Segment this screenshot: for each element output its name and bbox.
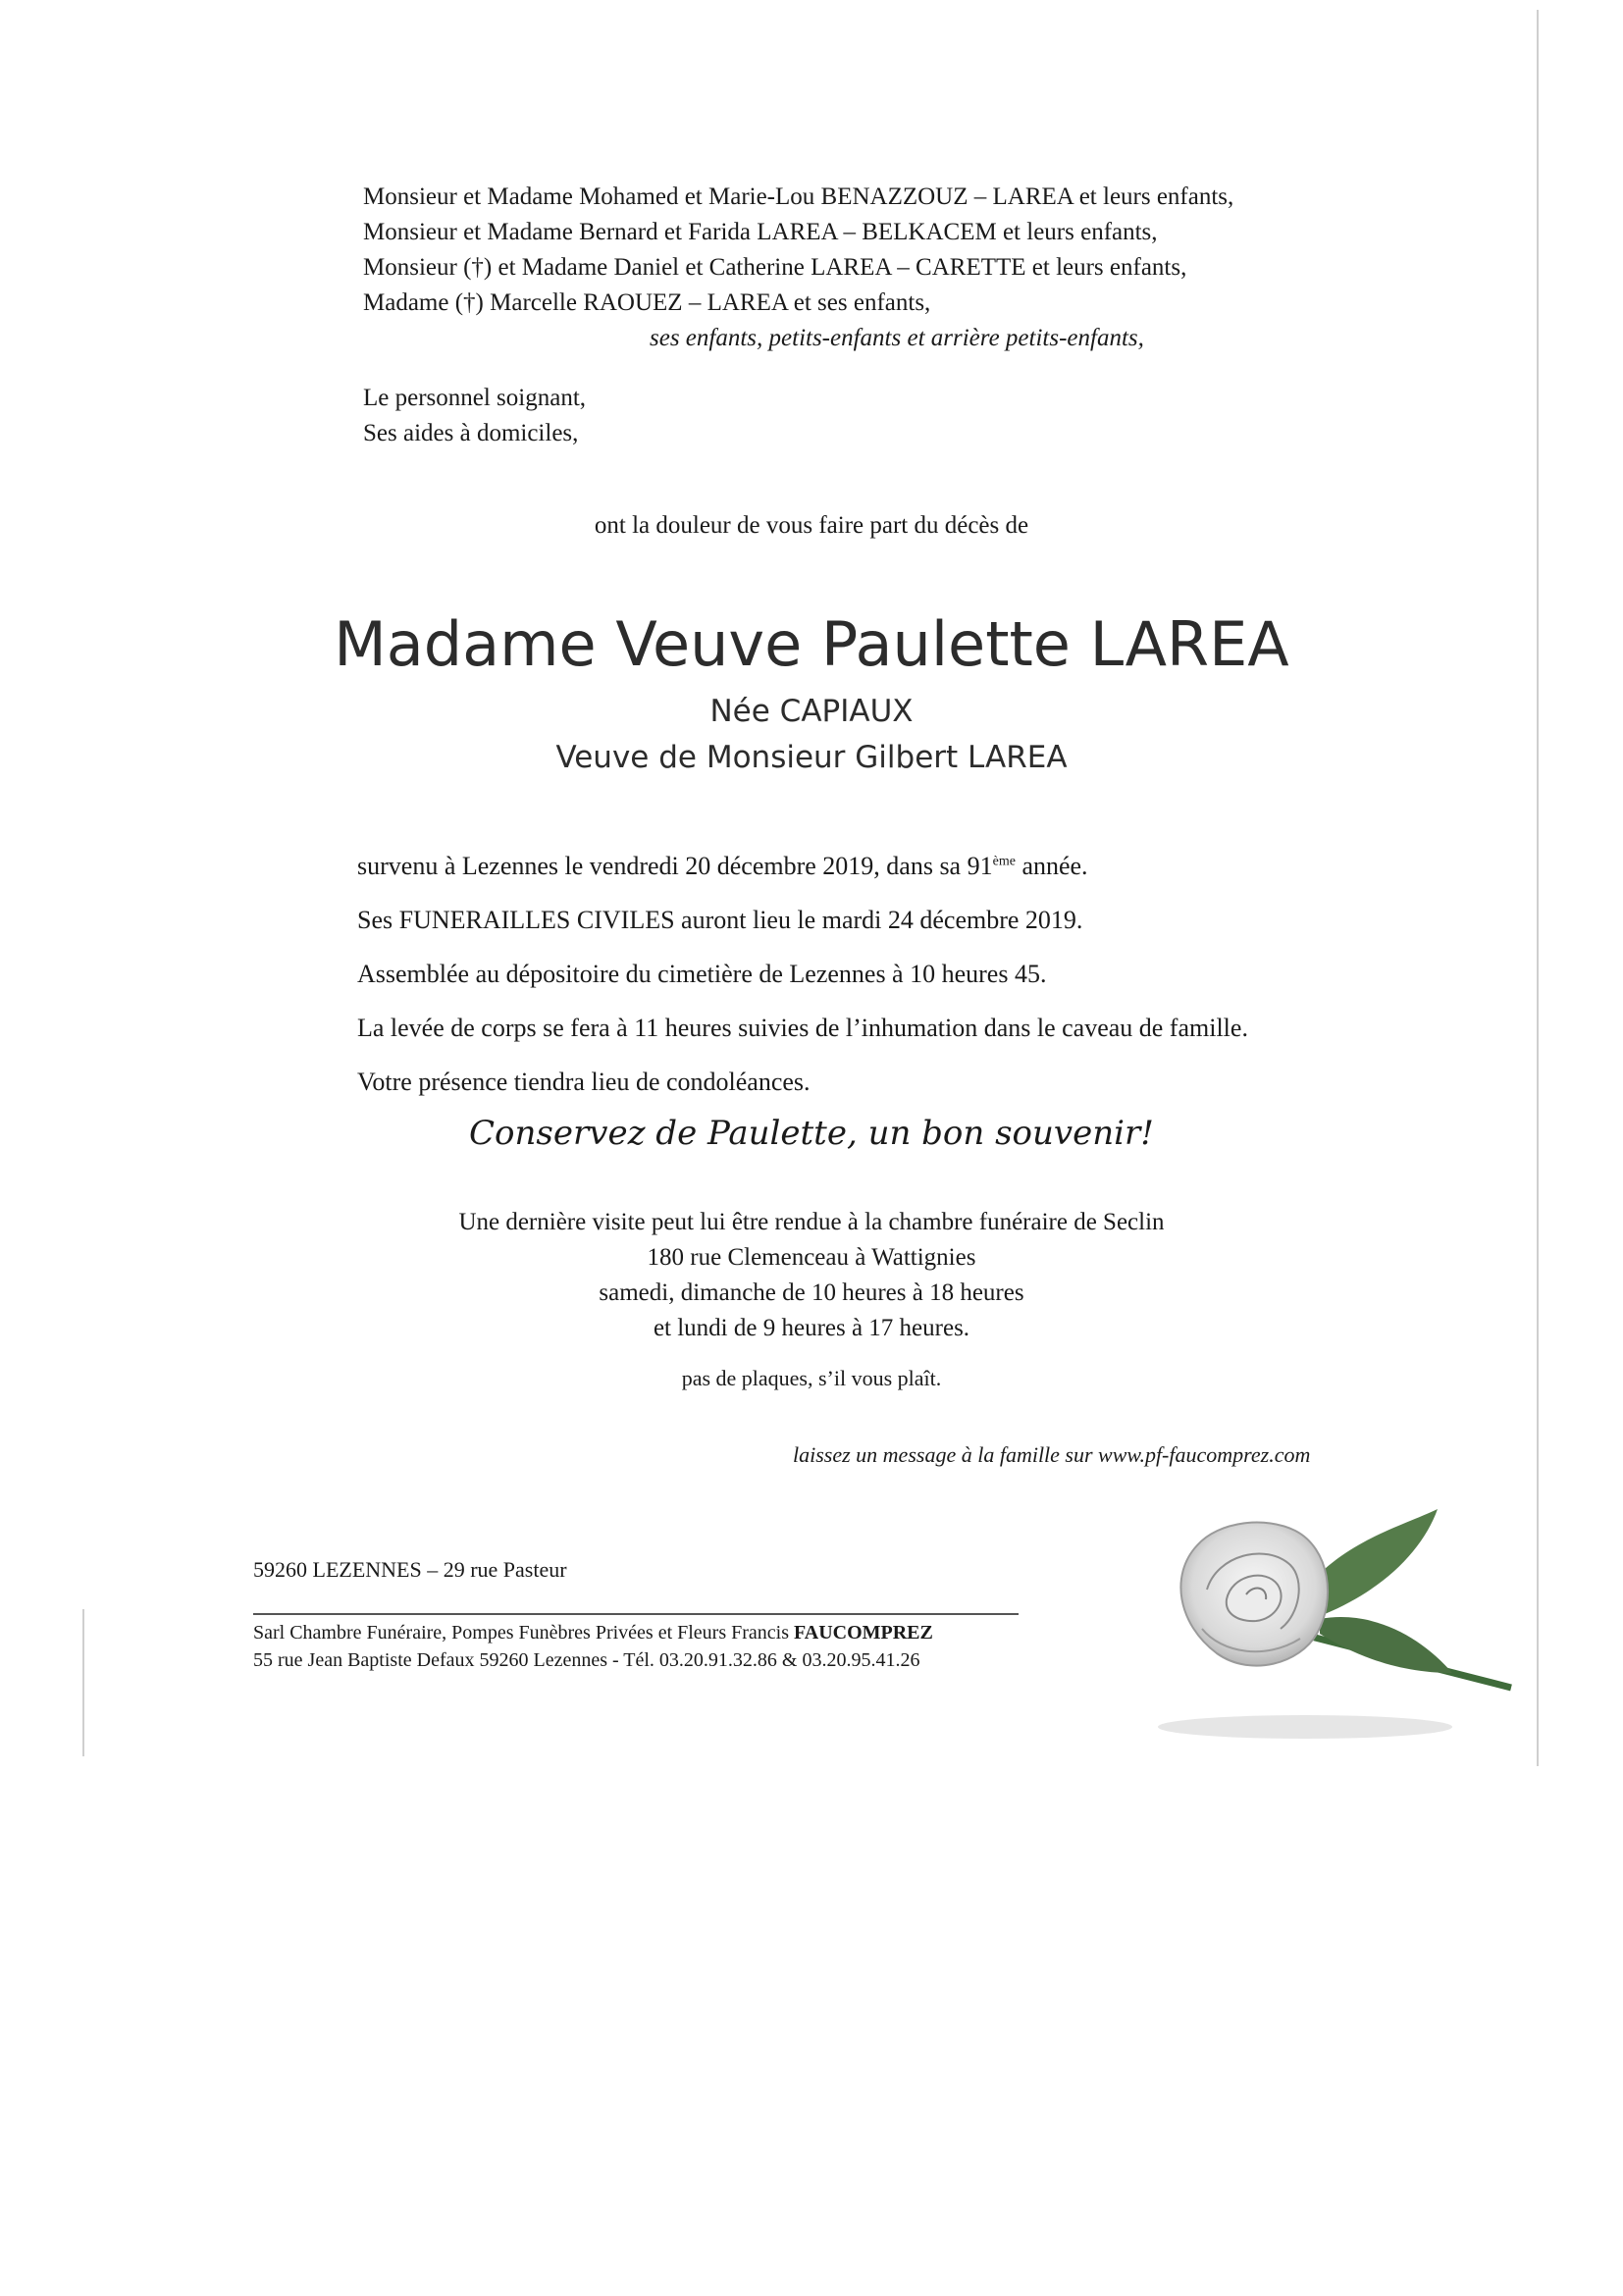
website-message: laissez un message à la famille sur www.pf-faucomprez.com (793, 1442, 1311, 1467)
page-edge-left (82, 1609, 84, 1756)
family-line: Monsieur (†) et Madame Daniel et Catherine LAREA – CARETTE et leurs enfants, (363, 254, 1187, 281)
ordinal-suffix: ème (992, 854, 1016, 869)
visit-info (0, 1205, 1623, 1346)
assembly-line: Assemblée au dépositoire du cimetière de Lezennes à 10 heures 45. (357, 960, 1047, 988)
footer-company-name: FAUCOMPREZ (794, 1622, 933, 1644)
death-text-end: année. (1015, 852, 1088, 880)
footer-line-1 (253, 1619, 933, 1646)
family-line: Madame (†) Marcelle RAOUEZ – LAREA et ses enfants, (363, 289, 931, 316)
family-line: Monsieur et Madame Mohamed et Marie-Lou BENAZZOUZ – LAREA et leurs enfants, (363, 183, 1234, 210)
staff-line: Le personnel soignant, (363, 385, 587, 411)
death-line (357, 839, 1248, 893)
footer-line-2: 55 rue Jean Baptiste Defaux 59260 Lezennes - Tél. 03.20.91.32.86 & 03.20.95.41.26 (253, 1649, 920, 1671)
no-plaques-note: pas de plaques, s’il vous plaît. (681, 1366, 942, 1390)
descendants-line: ses enfants, petits-enfants et arrière petits-enfants, (650, 325, 1144, 351)
white-rose-icon (1109, 1482, 1521, 1747)
visit-line: Une dernière visite peut lui être rendue à la chambre funéraire de Seclin (458, 1209, 1165, 1235)
announcement: ont la douleur de vous faire part du décès de (594, 512, 1029, 539)
footer-divider (253, 1613, 1019, 1615)
visit-line: samedi, dimanche de 10 heures à 18 heures (599, 1279, 1024, 1306)
funeral-details (357, 839, 1248, 1109)
memory-message: Conservez de Paulette, un bon souvenir! (469, 1114, 1154, 1153)
visit-line: et lundi de 9 heures à 17 heures. (653, 1315, 970, 1341)
visit-line: 180 rue Clemenceau à Wattignies (647, 1244, 976, 1271)
staff-list (363, 381, 586, 451)
widow-of: Veuve de Monsieur Gilbert LAREA (555, 740, 1068, 775)
footer-company: Sarl Chambre Funéraire, Pompes Funèbres Privées et Fleurs Francis (253, 1622, 795, 1644)
maiden-name: Née CAPIAUX (709, 694, 914, 729)
funeral-line: Ses FUNERAILLES CIVILES auront lieu le mardi 24 décembre 2019. (357, 906, 1083, 934)
staff-line: Ses aides à domiciles, (363, 420, 579, 446)
death-text: survenu à Lezennes le vendredi 20 décembre 2019, dans sa 91 (357, 852, 993, 880)
family-line: Monsieur et Madame Bernard et Farida LAREA – BELKACEM et leurs enfants, (363, 219, 1158, 245)
burial-line: La levée de corps se fera à 11 heures suivies de l’inhumation dans le caveau de famille. (357, 1014, 1248, 1042)
family-address: 59260 LEZENNES – 29 rue Pasteur (253, 1557, 567, 1582)
family-list (363, 180, 1233, 356)
deceased-name: Madame Veuve Paulette LAREA (334, 608, 1289, 680)
funeral-home-footer (253, 1619, 933, 1674)
page-edge-right (1537, 10, 1539, 1766)
deceased-details (0, 689, 1623, 781)
condolences-line: Votre présence tiendra lieu de condoléances. (357, 1068, 811, 1096)
